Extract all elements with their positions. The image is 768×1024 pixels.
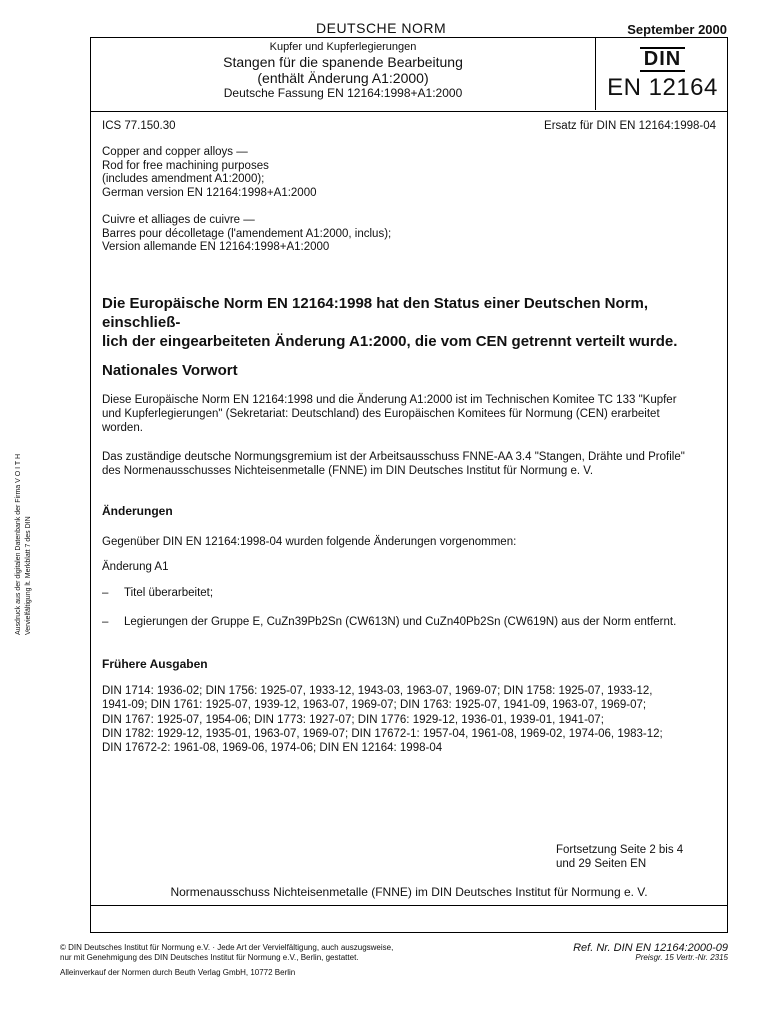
vorwort-heading: Nationales Vorwort: [102, 362, 238, 379]
continuation-line2: und 29 Seiten EN: [556, 858, 647, 870]
side-note: [14, 385, 54, 635]
header-subtitle: Kupfer und Kupferlegierungen: [269, 41, 417, 53]
vorwort-paragraph-1: [102, 393, 720, 435]
price-group: Preisgr. 15 Vertr.-Nr. 2315: [635, 953, 728, 962]
fruehere-list: [102, 684, 720, 755]
copyright-line2: nur mit Genehmigung des DIN Deutsches Institut für Normung e.V., Berlin, gestattet.: [60, 953, 359, 962]
paragraph-line: Das zuständige deutsche Normungsgremium ist der Arbeitsausschuss FNNE-AA 3.4 "Stangen, Drähte und Profile": [102, 451, 685, 463]
reference-number: Ref. Nr. DIN EN 12164:2000-09: [573, 942, 728, 954]
header-version: Deutsche Fassung EN 12164:1998+A1:2000: [223, 86, 463, 100]
frame-divider: [91, 905, 727, 906]
ics-row: [102, 120, 716, 132]
lead-line1: Die Europäische Norm EN 12164:1998 hat den Status einer Deutschen Norm, einschließ-: [102, 295, 649, 331]
replacement-note: Ersatz für DIN EN 12164:1998-04: [544, 120, 716, 132]
document-type: DEUTSCHE NORM: [316, 20, 447, 36]
french-line: Barres pour décolletage (l'amendement A1:2000, inclus);: [102, 227, 392, 240]
paragraph-line: des Normenausschusses Nichteisenmetalle (FNNE) im DIN Deutsches Institut für Normung e. V.: [102, 465, 594, 477]
paragraph-line: und Kupferlegierungen" (Sekretariat: Deutschland) des Europäischen Komitees für Normung (CEN) erarbeitet: [102, 408, 660, 420]
committee-line: Normenausschuss Nichteisenmetalle (FNNE) im DIN Deutsches Institut für Normung e. V.: [170, 885, 648, 899]
fruehere-line: DIN 17672-2: 1961-08, 1969-06, 1974-06; DIN EN 12164: 1998-04: [102, 742, 443, 755]
reference-block: [573, 943, 728, 963]
aenderungen-intro: Gegenüber DIN EN 12164:1998-04 wurden folgende Änderungen vorgenommen:: [102, 536, 517, 548]
french-title: [102, 214, 716, 255]
copyright-block: [60, 943, 520, 963]
aenderung-a1: Änderung A1: [102, 561, 169, 573]
french-line: Version allemande EN 12164:1998+A1:2000: [102, 241, 330, 253]
vorwort-paragraph-2: [102, 450, 720, 478]
ics-code: ICS 77.150.30: [102, 120, 176, 132]
header-title-block: [91, 41, 595, 100]
norm-code: EN 12164: [607, 74, 718, 101]
continuation-line1: Fortsetzung Seite 2 bis 4: [556, 844, 684, 856]
english-title: [102, 146, 716, 200]
fruehere-line: 1941-09; DIN 1761: 1925-07, 1939-12, 1963-07, 1969-07; DIN 1763: 1925-07, 1941-09, 1963-07, 1969-07;: [102, 699, 647, 712]
distribution-note: Alleinverkauf der Normen durch Beuth Verlag GmbH, 10772 Berlin: [60, 968, 296, 977]
header: [91, 38, 727, 112]
side-note-line1: Ausdruck aus der digitalen Datenbank der Firma V O I T H: [15, 453, 22, 635]
din-box: [595, 38, 729, 110]
english-line: (includes amendment A1:2000);: [102, 173, 265, 185]
lead-statement: [102, 294, 722, 351]
aenderungen-heading: Änderungen: [102, 504, 173, 518]
english-line: Rod for free machining purposes: [102, 159, 269, 172]
english-line: Copper and copper alloys —: [102, 146, 248, 158]
change-item: – Titel überarbeitet;: [102, 587, 214, 599]
lead-line2: lich der eingearbeiteten Änderung A1:2000, die vom CEN getrennt verteilt wurde.: [102, 333, 678, 350]
copyright-line1: © DIN Deutsches Institut für Normung e.V. · Jede Art der Vervielfältigung, auch auszugsweise,: [60, 943, 394, 952]
document-frame: [90, 37, 728, 933]
publication-date: September 2000: [627, 22, 727, 37]
din-logo: DIN: [640, 47, 685, 72]
header-title-line1: Stangen für die spanende Bearbeitung: [223, 54, 463, 70]
paragraph-line: worden.: [102, 422, 143, 434]
fruehere-line: DIN 1714: 1936-02; DIN 1756: 1925-07, 1933-12, 1943-03, 1963-07, 1969-07; DIN 1758: 1925-07, 1933-12,: [102, 685, 653, 697]
fruehere-line: DIN 1767: 1925-07, 1954-06; DIN 1773: 1927-07; DIN 1776: 1929-12, 1936-01, 1939-01, 1941-07;: [102, 713, 604, 726]
fruehere-heading: Frühere Ausgaben: [102, 657, 208, 671]
english-line: German version EN 12164:1998+A1:2000: [102, 186, 317, 199]
paragraph-line: Diese Europäische Norm EN 12164:1998 und die Änderung A1:2000 ist im Technischen Komitee TC 133 "Kupfer: [102, 394, 677, 406]
change-item: – Legierungen der Gruppe E, CuZn39Pb2Sn (CW613N) und CuZn40Pb2Sn (CW619N) aus der Norm entfernt.: [102, 616, 677, 628]
side-note-line2: Vervielfältigung lt. Merkblatt 7 des DIN: [25, 516, 32, 635]
continuation-note: [556, 843, 711, 871]
fruehere-line: DIN 1782: 1929-12, 1935-01, 1963-07, 1969-07; DIN 17672-1: 1957-04, 1961-08, 1969-02, 1974-06, 1983-12;: [102, 727, 663, 740]
french-line: Cuivre et alliages de cuivre —: [102, 214, 255, 226]
header-title-line2: (enthält Änderung A1:2000): [257, 70, 429, 86]
